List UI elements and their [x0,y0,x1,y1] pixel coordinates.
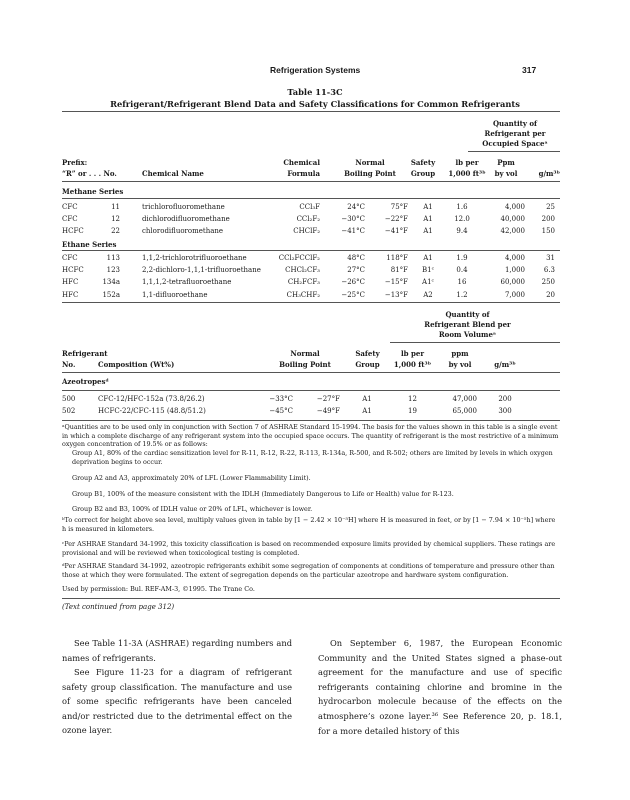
table-top-rule [62,111,560,112]
cell-formula: CHCl₂CF₃ [285,266,320,275]
cell-number: 12 [111,215,120,224]
table-row [0,407,630,419]
cell-boiling-c: −41°C [341,227,365,236]
cell-formula: CH₂FCF₃ [287,278,320,287]
cell-gm: 200 [541,215,555,224]
cell-chemical-name: 1,1-difluoroethane [142,290,208,299]
blend-ppm-header-2: by vol [448,360,472,369]
footnote-bottom-rule [62,598,560,599]
cell-gm: 150 [541,227,555,236]
table-caption: Refrigerant/Refrigerant Blend Data and Safety Classifications for Common Refrigerants [110,99,520,109]
cell-boiling-f: −13°F [384,290,408,299]
cell-chemical-name: chlorodifluoromethane [142,227,224,236]
cell-lb: 0.4 [456,266,468,275]
cell-number: 11 [111,203,120,211]
cell-gm: 250 [541,278,555,287]
chem-name-header: Chemical Name [142,169,204,178]
footnote-b: ᵇTo correct for height above sea level, multiply values given in table by [1 − 2.42 × 10⁻⁵H] where H is measured in feet, or by [1 − 7.94 × 10⁻⁵h] where h is measured in kilometers. [62,516,556,533]
safety-header-2: Group [410,169,436,178]
blend-qty-header-1: Quantity of [445,310,490,319]
cell-lb: 1.9 [456,254,468,262]
cell-formula: CH₃CHF₂ [286,290,320,299]
table-number: Table 11-3C [287,87,343,97]
table-row [0,278,630,290]
table-row [0,254,630,266]
footnote-group-a1: Group A1, 80% of the cardiac sensitization level for R-11, R-12, R-22, R-113, R-134a, R-500, and R-502; others are limited by levels in which oxygen deprivation begins to occur. [72,449,553,466]
cell-lb: 16 [457,278,467,287]
formula-header-2: Formula [287,169,320,178]
azeotropes-label: Azeotropesᵈ [62,377,109,386]
blend-lb-header-1: lb per [400,349,425,358]
body-left-paragraph-1: See Table 11-3A (ASHRAE) regarding numbers and names of refrigerants. [62,638,292,663]
composition-header: Composition (Wt%) [98,360,175,369]
ref-no-header-2: No. [62,360,76,369]
footnote-a: ᵃQuantities are to be used only in conjunction with Section 7 of ASHRAE Standard 15-1994. The basis for the values shown in this table is a single event in which a complete discharge of any refrigerant system into the occupied space occurs. The quantity of refrigerant is the most restrictive of a minimum oxygen concentration of 19.5% or as follows: [62,423,559,448]
cell-boiling-f: −15°F [384,278,408,287]
blend-qty-header-2: Refrigerant Blend per [424,320,511,329]
ref-no-header-1: Refrigerant [62,349,108,358]
cell-lb: 1.6 [456,203,468,211]
boiling-header-1: Normal [355,158,385,167]
cell-boiling-c: −33°C [269,395,293,403]
cell-boiling-f: 75°F [390,203,408,211]
table-bottom-rule [62,420,560,421]
cell-safety-group: A2 [423,290,433,299]
qty-group-header-3: Occupied Spaceᵃ [482,139,548,148]
cell-prefix: CFC [62,254,78,262]
table-row [0,227,630,239]
blend-safety-header-1: Safety [355,349,380,358]
cell-chemical-name: 2,2-dichloro-1,1,1-trifluoroethane [142,266,261,275]
footnote-d: ᵈPer ASHRAE Standard 34-1992, azeotropic refrigerants exhibit some segregation of components at conditions of temperature and pressure other than those at which they were formulated. The extent of segregation depends on the particular azeotrope and hardware system configuration. [62,562,555,579]
methane-rule [62,198,560,199]
cell-safety-group: A1 [423,254,433,262]
cell-prefix: HCFC [62,266,84,275]
footnote-group-b1: Group B1, 100% of the measure consistent with the IDLH (Immediately Dangerous to Life or Health) value for R-123. [72,490,454,498]
cell-gm: 20 [546,290,555,299]
cell-refrigerant-number: 502 [62,407,76,416]
qty-group-rule [468,151,560,152]
cell-boiling-c: −26°C [341,278,365,287]
qty-group-header-2: Refrigerant per [484,129,546,138]
lb-header-1: lb per [455,158,479,167]
cell-lb: 12 [408,395,417,403]
footnote-c: ᶜPer ASHRAE Standard 34-1992, this toxicity classification is based on recommended exposure limits provided by chemical suppliers. These ratings are provisional and will be reviewed when toxicological testing is completed. [62,540,556,557]
cell-gm: 300 [498,407,512,416]
cell-prefix: HFC [62,290,79,299]
cell-boiling-f: −49°F [316,407,340,416]
cell-gm: 25 [546,203,555,211]
table-row [0,395,630,407]
cell-ppm: 40,000 [500,215,525,224]
cell-boiling-c: −25°C [341,290,365,299]
body-right-paragraph-1: On September 6, 1987, the European Economic Community and the United States signed a phase-out agreement for the manufacture and use of specific refrigerants containing chlorine and bromine in the hydrocarbon molecule because of the effects on the atmosphere’s ozone layer.³⁶ See Reference 20, p. 18.1, for a more detailed history of this [318,638,562,736]
cell-number: 152a [102,290,120,299]
cell-prefix: CFC [62,203,78,211]
cell-lb: 1.2 [456,290,468,299]
cell-safety-group: A1 [423,227,433,236]
cell-prefix: CFC [62,215,78,224]
cell-prefix: HCFC [62,227,84,236]
ethane-series-label: Ethane Series [62,240,117,249]
cell-number: 113 [106,254,120,262]
cell-safety-group: B1ᶜ [421,266,435,275]
cell-lb: 9.4 [456,227,468,236]
cell-boiling-f: 118°F [386,254,408,262]
header-rule-1 [62,181,560,182]
cell-composition: CFC-12/HFC-152a (73.8/26.2) [98,395,205,403]
cell-safety-group: A1 [423,203,433,211]
running-header-title: Refrigeration Systems [270,65,361,75]
cell-formula: CCl₂FCClF₂ [278,254,320,262]
cell-gm: 31 [546,254,555,262]
cell-boiling-f: −27°F [316,395,340,403]
methane-series-label: Methane Series [62,187,124,196]
table-row [0,215,630,227]
blend-qty-header-3: Room Volumeᵃ [438,330,497,339]
cell-ppm: 7,000 [504,290,525,299]
cell-safety-group: A1 [423,215,433,224]
cell-chemical-name: 1,1,1,2-tetrafluoroethane [142,278,232,287]
cell-lb: 12.0 [454,215,470,224]
permission-note: Used by permission: Bul. REF-AM-3, ©1995. The Trane Co. [62,585,255,593]
cell-composition: HCFC-22/CFC-115 (48.8/51.2) [98,407,206,416]
cell-ppm: 4,000 [504,203,525,211]
cell-boiling-c: −30°C [341,215,365,224]
table-row [0,203,630,215]
blend-qty-rule [390,342,560,343]
cell-boiling-f: −41°F [384,227,408,236]
table-row [0,291,630,303]
cell-boiling-f: −22°F [384,215,408,224]
cell-refrigerant-number: 500 [62,395,76,403]
boiling-header-2: Boiling Point [344,169,396,178]
ethane-rule [62,250,560,251]
cell-chemical-name: trichlorofluoromethane [142,203,225,211]
cell-gm: 6.3 [543,266,555,275]
footnote-group-b2: Group B2 and B3, 100% of IDLH value or 20% of LFL, whichever is lower. [72,505,313,513]
footnote-group-a2: Group A2 and A3, approximately 20% of LFL (Lower Flammability Limit). [72,474,311,482]
azeotropes-rule [62,390,560,391]
cell-boiling-c: 24°C [347,203,365,211]
cell-safety-group: A1 [362,407,372,416]
qty-group-header-1: Quantity of [492,119,538,128]
prefix-header-2: “R” or . . . No. [62,169,117,178]
cell-chemical-name: 1,1,2-trichlorotrifluoroethane [142,254,247,262]
cell-formula: CCl₃F [299,203,320,211]
cell-boiling-c: −45°C [269,407,293,416]
blend-boiling-header-2: Boiling Point [279,360,331,369]
page-number: 317 [522,65,537,75]
cell-boiling-f: 81°F [390,266,408,275]
lb-header-2: 1,000 ft³ᵇ [448,169,486,178]
cell-number: 123 [106,266,120,275]
blend-lb-header-2: 1,000 ft³ᵇ [393,360,432,369]
blend-safety-header-2: Group [355,360,380,369]
cell-prefix: HFC [62,278,79,287]
blend-gm-header: g/m³ᵇ [494,360,516,369]
cell-lb: 19 [408,407,417,416]
header-rule-2 [62,372,560,373]
continued-note: (Text continued from page 312) [62,603,175,611]
cell-boiling-c: 48°C [347,254,365,262]
cell-ppm: 1,000 [504,266,525,275]
body-left-paragraph-2: See Figure 11-23 for a diagram of refrigerant safety group classification. The manufacture and use of some specific refrigerants have been canceled and/or restricted due to the detrimental effect on the ozone layer. [62,667,292,736]
cell-formula: CHClF₂ [293,227,320,236]
cell-number: 134a [102,278,120,287]
prefix-header-1: Prefix: [62,158,88,167]
cell-number: 22 [111,227,120,236]
cell-gm: 200 [498,395,512,403]
gm-header: g/m³ᵇ [538,169,560,178]
part1-bottom-rule [62,302,560,303]
blend-ppm-header-1: ppm [451,349,469,358]
safety-header-1: Safety [410,158,436,167]
cell-ppm: 65,000 [452,407,477,416]
cell-ppm: 47,000 [452,395,477,403]
cell-ppm: 60,000 [500,278,525,287]
cell-boiling-c: 27°C [347,266,365,275]
cell-ppm: 42,000 [500,227,525,236]
ppm-header-2: by vol [494,169,518,178]
cell-safety-group: A1 [362,395,372,403]
cell-safety-group: A1ᶜ [422,278,434,287]
blend-boiling-header-1: Normal [290,349,320,358]
ppm-header-1: Ppm [497,158,515,167]
cell-ppm: 4,000 [504,254,525,262]
table-row [0,266,630,278]
cell-chemical-name: dichlorodifluoromethane [142,215,230,224]
cell-formula: CCl₂F₂ [296,215,320,224]
formula-header-1: Chemical [283,158,320,167]
